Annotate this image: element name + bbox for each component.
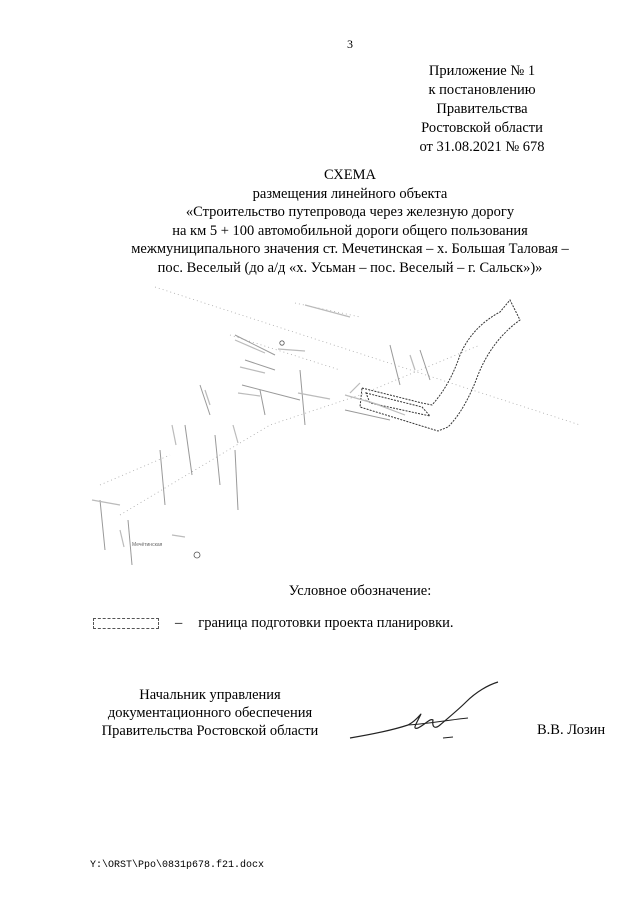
legend-item [93,615,454,632]
appendix-line: к постановлению [428,82,536,98]
handwritten-signature [348,680,508,748]
title-line: межмуниципального значения ст. Мечетинская – х. Большая Таловая – [131,241,569,257]
title-line: размещения линейного объекта [252,185,448,202]
file-path: Y:\ORST\Ppo\0831p678.f21.docx [90,860,265,871]
appendix-line: от 31.08.2021 № 678 [419,139,545,155]
title-line: «Строительство путепровода через железную дорогу [185,204,515,220]
title-line: на км 5 + 100 автомобильной дороги общего пользования [172,222,528,239]
signatory-position [80,686,340,740]
position-line: документационного обеспечения [107,705,313,721]
legend-dash: – [175,615,183,631]
appendix-block [382,62,582,157]
signatory-name: В.В. Лозин [537,722,606,738]
appendix-line: Правительства [436,101,528,117]
site-map [60,275,580,575]
title-line: пос. Веселый (до а/д «х. Усьман – пос. Веселый – г. Сальск»)» [157,259,543,276]
legend-text: граница подготовки проекта планировки. [198,615,454,631]
appendix-line: Приложение № 1 [428,63,536,79]
map-label-mechetinskaya: Мечётинская [132,542,163,548]
legend-heading: Условное обозначение: [288,583,432,599]
page-number: 3 [347,37,353,51]
appendix-line: Ростовской области [421,120,543,136]
position-line: Начальник управления [139,687,281,703]
document-title [60,166,640,277]
position-line: Правительства Ростовской области [101,723,319,739]
boundary-swatch [93,618,159,629]
title-heading: СХЕМА [324,167,376,183]
